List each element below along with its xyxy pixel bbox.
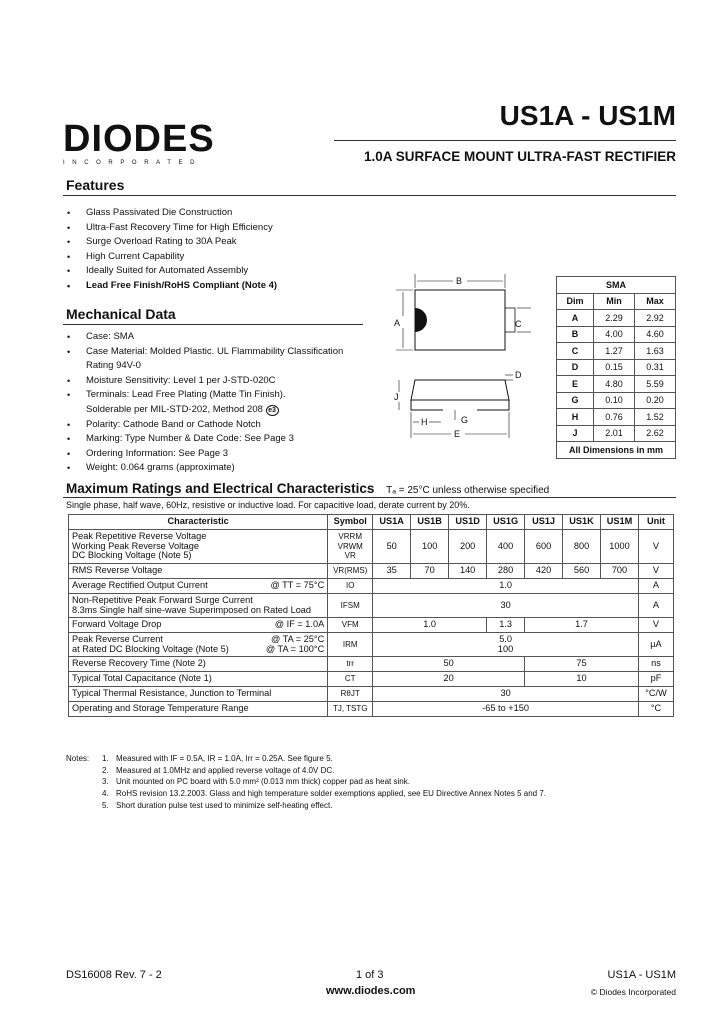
sma-row: D 0.15 0.31 (557, 359, 676, 376)
feature-item-leadfree: • Lead Free Finish/RoHS Compliant (Note 4) (64, 279, 364, 294)
mech-item: • Terminals: Lead Free Plating (Matte Tin Finish). Solderable per MIL-STD-202, Method 208 e3 (64, 388, 364, 417)
ratings-header-row: Characteristic Symbol US1A US1B US1D US1G US1J US1K US1M Unit (69, 515, 674, 530)
features-list (64, 206, 364, 294)
dim-label-j: J (394, 392, 399, 402)
footer-part-range: US1A - US1M (607, 969, 676, 981)
ratings-row-surge: Non-Repetitive Peak Forward Surge Current 8.3ms Single half sine-wave Superimposed on Rated Load IFSM 30 A (69, 594, 674, 618)
sma-row: A 2.29 2.92 (557, 310, 676, 327)
dim-label-a: A (394, 318, 401, 328)
ratings-row-reverse-current: Peak Reverse Current @ TA = 25°C at Rated DC Blocking Voltage (Note 5) @ TA = 100°C IRM 5.0 100 µA (69, 633, 674, 657)
mech-item: • Case: SMA (64, 330, 364, 345)
sma-row: G 0.10 0.20 (557, 392, 676, 409)
ratings-title: Maximum Ratings and Electrical Characteristics Tₐ = 25°C unless otherwise specified (66, 481, 550, 496)
ratings-row-capacitance: Typical Total Capacitance (Note 1) CT 20 10 pF (69, 672, 674, 687)
sma-dimensions-table (556, 276, 676, 459)
sma-row: H 0.76 1.52 (557, 409, 676, 426)
mech-item: • Ordering Information: See Page 3 (64, 447, 364, 462)
note-item: 5. Short duration pulse test used to minimize self-heating effect. (102, 800, 333, 810)
mech-item: • Marking: Type Number & Date Code: See Page 3 (64, 432, 364, 447)
logo-subtext: INCORPORATED (63, 160, 203, 166)
mech-item: • Weight: 0.064 grams (approximate) (64, 461, 364, 476)
footer-doc-number: DS16008 Rev. 7 - 2 (66, 969, 162, 981)
sma-row: C 1.27 1.63 (557, 343, 676, 360)
diodes-logo (63, 120, 233, 168)
logo-text: DIODES (63, 118, 215, 160)
feature-item: • Ideally Suited for Automated Assembly (64, 264, 364, 279)
cathode-band (415, 308, 427, 332)
dim-label-b: B (456, 276, 463, 286)
ratings-row-voltage: Peak Repetitive Reverse Voltage Working Peak Reverse Voltage DC Blocking Voltage (Note 5) VRRM VRWM VR 50 100 200 400 600 800 1000 V (69, 530, 674, 564)
dim-label-h: H (421, 417, 428, 427)
package-top-view (415, 290, 505, 350)
dim-label-g: G (461, 415, 469, 425)
mechanical-title: Mechanical Data (66, 306, 176, 322)
feature-item: • Surge Overload Rating to 30A Peak (64, 235, 364, 250)
feature-item: • Glass Passivated Die Construction (64, 206, 364, 221)
part-range-title: US1A - US1M (499, 100, 676, 131)
note-item: 2. Measured at 1.0MHz and applied reverse voltage of 4.0V DC. (102, 765, 335, 775)
footer-copyright: © Diodes Incorporated (590, 987, 676, 997)
sma-row: B 4.00 4.60 (557, 326, 676, 343)
feature-item: • High Current Capability (64, 250, 364, 265)
note-item: 3. Unit mounted on PC board with 5.0 mm² (0.013 mm thick) copper pad as heat sink. (102, 777, 410, 787)
ratings-condition: Single phase, half wave, 60Hz, resistive or inductive load. For capacitive load, derate current by 20%. (66, 500, 470, 510)
features-divider (63, 195, 676, 196)
ratings-row-output-current: Average Rectified Output Current @ TT = 75°C IO 1.0 A (69, 579, 674, 594)
features-title: Features (66, 177, 125, 193)
sma-row: E 4.80 5.59 (557, 376, 676, 393)
e3-lead-free-badge: e3 (266, 405, 279, 416)
mech-item: • Case Material: Molded Plastic. UL Flammability Classification Rating 94V-0 (64, 345, 364, 374)
sma-title: SMA (557, 277, 676, 294)
mechanical-divider (63, 324, 363, 325)
footer-url-link[interactable]: www.diodes.com (326, 985, 416, 997)
ratings-temp-note: Tₐ = 25°C unless otherwise specified (386, 485, 550, 496)
mech-item: • Moisture Sensitivity: Level 1 per J-STD-020C (64, 374, 364, 389)
package-side-view (411, 380, 509, 400)
ratings-row-thermal: Typical Thermal Resistance, Junction to Terminal RθJT 30 °C/W (69, 687, 674, 702)
ratings-table (68, 514, 674, 717)
sma-footer: All Dimensions in mm (557, 442, 676, 459)
note-item: 4. RoHS revision 13.2.2003. Glass and high temperature solder exemptions applied, see EU Directive Annex Notes 5 and 7. (102, 789, 547, 799)
sma-head: Dim (557, 293, 594, 310)
sma-head: Max (635, 293, 676, 310)
sma-head: Min (594, 293, 635, 310)
product-subtitle: 1.0A SURFACE MOUNT ULTRA-FAST RECTIFIER (363, 149, 676, 164)
mechanical-list (64, 330, 364, 476)
ratings-row-temperature: Operating and Storage Temperature Range TJ, TSTG -65 to +150 °C (69, 702, 674, 717)
dim-label-d: D (515, 370, 522, 380)
note-item: 1. Measured with IF = 0.5A, IR = 1.0A, Irr = 0.25A. See figure 5. (102, 754, 333, 763)
notes-label: Notes: (66, 754, 90, 763)
footer-page-number: 1 of 3 (356, 969, 384, 981)
notes-list (102, 753, 662, 812)
ratings-divider (63, 497, 676, 498)
feature-item: • Ultra-Fast Recovery Time for High Efficiency (64, 221, 364, 236)
ratings-row-forward-voltage: Forward Voltage Drop @ IF = 1.0A VFM 1.0 1.3 1.7 V (69, 618, 674, 633)
dim-label-e: E (454, 429, 461, 439)
header-divider (334, 140, 676, 141)
mech-item: • Polarity: Cathode Band or Cathode Notch (64, 418, 364, 433)
package-outline-diagram (385, 270, 545, 445)
sma-row: J 2.01 2.62 (557, 425, 676, 442)
ratings-row-recovery-time: Reverse Recovery Time (Note 2) trr 50 75 ns (69, 657, 674, 672)
ratings-row-rms: RMS Reverse Voltage VR(RMS) 35 70 140 280 420 560 700 V (69, 564, 674, 579)
dim-label-c: C (515, 319, 522, 329)
